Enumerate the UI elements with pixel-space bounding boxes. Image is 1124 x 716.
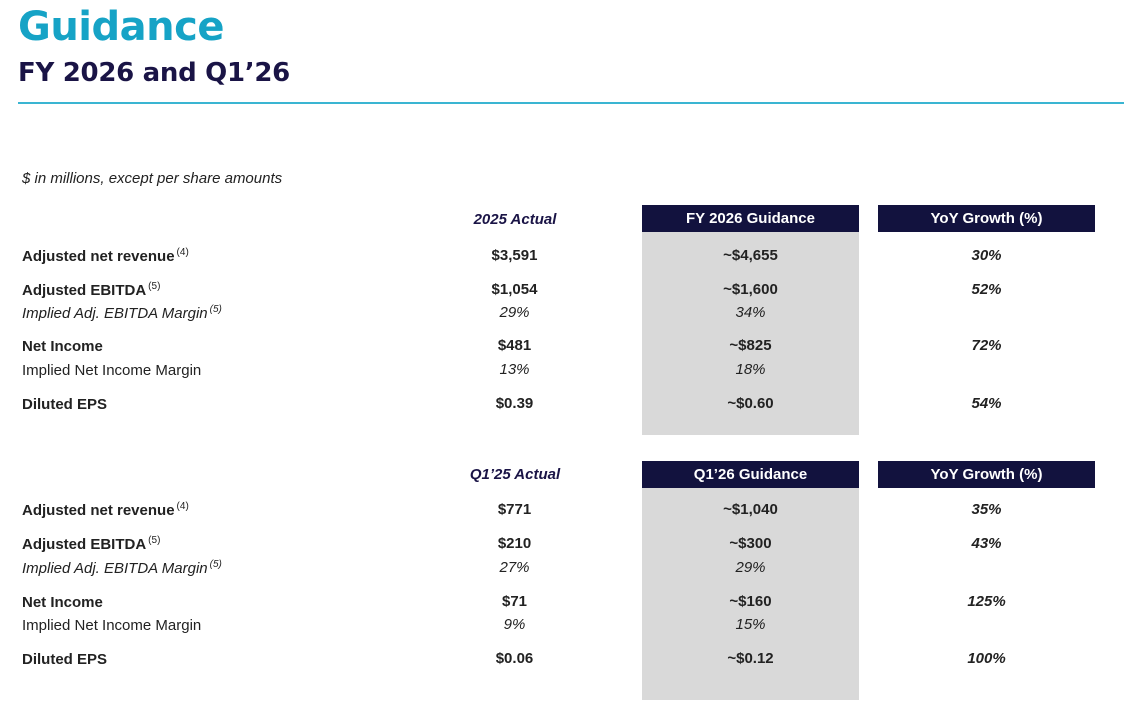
actual-value: $210 bbox=[497, 535, 532, 552]
row-label: Implied Net Income Margin bbox=[22, 362, 202, 379]
fy-actual-header: 2025 Actual bbox=[473, 211, 557, 228]
guidance-value: 18% bbox=[735, 361, 766, 378]
guidance-value: ~$825 bbox=[729, 337, 772, 354]
actual-value: 9% bbox=[503, 616, 526, 633]
actual-value: $0.39 bbox=[495, 395, 534, 412]
table-row bbox=[0, 395, 1124, 417]
actual-value: $1,054 bbox=[491, 281, 538, 298]
row-label: Diluted EPS bbox=[22, 396, 108, 413]
actual-value: 13% bbox=[499, 361, 530, 378]
q1-yoy-header: YoY Growth (%) bbox=[878, 461, 1095, 488]
guidance-value: 15% bbox=[735, 616, 766, 633]
table-row bbox=[0, 281, 1124, 303]
page-title: Guidance bbox=[18, 4, 224, 50]
guidance-value: ~$0.12 bbox=[727, 650, 774, 667]
q1-actual-header: Q1’25 Actual bbox=[469, 466, 561, 483]
yoy-value: 52% bbox=[971, 281, 1002, 298]
yoy-value: 43% bbox=[971, 535, 1002, 552]
actual-value: $0.06 bbox=[495, 650, 534, 667]
table-row bbox=[0, 361, 1124, 383]
yoy-value: 125% bbox=[967, 593, 1006, 610]
yoy-value: 54% bbox=[971, 395, 1002, 412]
row-label: Adjusted net revenue $^{(4)}$ bbox=[22, 247, 189, 265]
table-row bbox=[0, 501, 1124, 523]
actual-value: $481 bbox=[497, 337, 532, 354]
actual-value: $771 bbox=[497, 501, 532, 518]
table-row bbox=[0, 593, 1124, 615]
guidance-value: ~$4,655 bbox=[723, 247, 778, 264]
table-row bbox=[0, 616, 1124, 638]
row-label: Implied Net Income Margin bbox=[22, 617, 202, 634]
row-label: Adjusted EBITDA $^{(5)}$ bbox=[22, 535, 161, 553]
row-label: Net Income bbox=[22, 594, 103, 611]
guidance-value: ~$300 bbox=[729, 535, 772, 552]
row-label: Adjusted net revenue $^{(4)}$ bbox=[22, 501, 189, 519]
fy-yoy-header: YoY Growth (%) bbox=[878, 205, 1095, 232]
actual-value: 27% bbox=[499, 559, 530, 576]
page-subtitle: FY 2026 and Q1’26 bbox=[18, 58, 290, 88]
units-note: $ in millions, except per share amounts bbox=[22, 170, 283, 187]
actual-value: $71 bbox=[501, 593, 528, 610]
row-label: Adjusted EBITDA $^{(5)}$ bbox=[22, 281, 161, 299]
actual-value: 29% bbox=[499, 304, 530, 321]
row-label: Implied Adj. EBITDA Margin $^{(5)}$ bbox=[22, 559, 222, 577]
title-divider bbox=[18, 102, 1124, 104]
table-row bbox=[0, 247, 1124, 269]
table-row bbox=[0, 559, 1124, 581]
table-row bbox=[0, 650, 1124, 672]
row-label: Implied Adj. EBITDA Margin $^{(5)}$ bbox=[22, 304, 222, 322]
guidance-value: ~$0.60 bbox=[727, 395, 774, 412]
fy-guidance-header: FY 2026 Guidance bbox=[642, 205, 859, 232]
yoy-value: 100% bbox=[967, 650, 1006, 667]
yoy-value: 30% bbox=[971, 247, 1002, 264]
row-label: Diluted EPS bbox=[22, 651, 108, 668]
row-label: Net Income bbox=[22, 338, 103, 355]
q1-guidance-header: Q1’26 Guidance bbox=[642, 461, 859, 488]
guidance-value: 29% bbox=[735, 559, 766, 576]
yoy-value: 72% bbox=[971, 337, 1002, 354]
guidance-value: ~$160 bbox=[729, 593, 772, 610]
guidance-value: 34% bbox=[735, 304, 766, 321]
table-row bbox=[0, 535, 1124, 557]
actual-value: $3,591 bbox=[491, 247, 538, 264]
guidance-value: ~$1,600 bbox=[723, 281, 778, 298]
table-row bbox=[0, 304, 1124, 326]
yoy-value: 35% bbox=[971, 501, 1002, 518]
guidance-value: ~$1,040 bbox=[723, 501, 778, 518]
table-row bbox=[0, 337, 1124, 359]
